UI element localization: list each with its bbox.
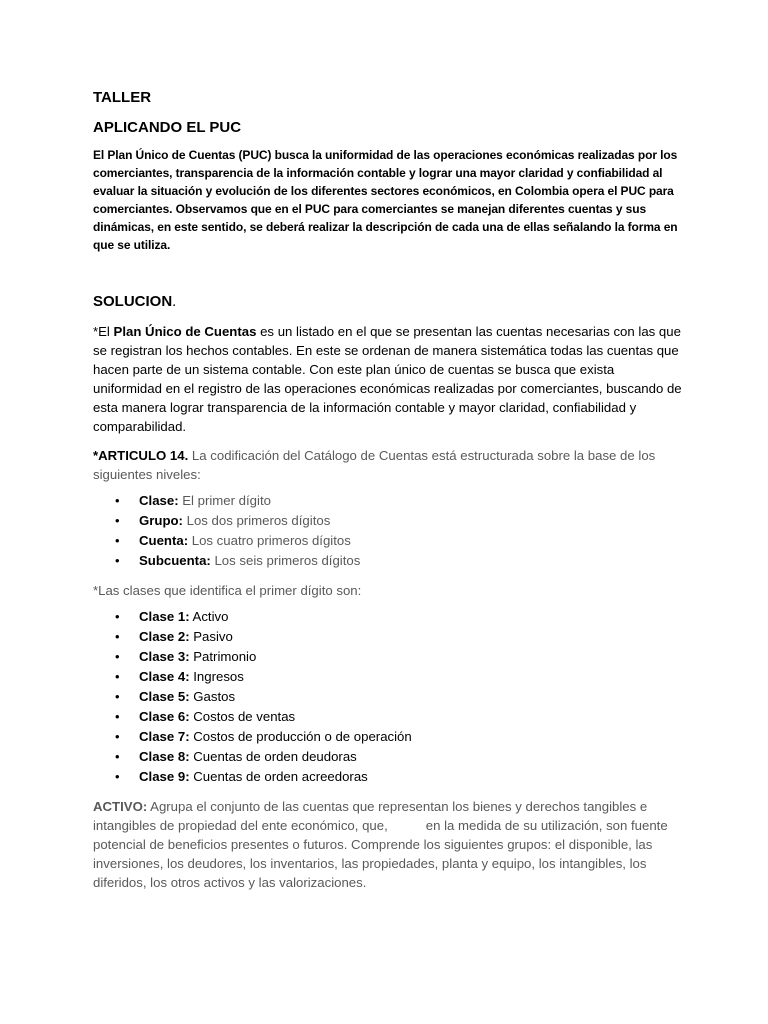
level-text: Los seis primeros dígitos bbox=[210, 553, 361, 568]
clase-text: Cuentas de orden deudoras bbox=[189, 749, 357, 764]
list-item bbox=[93, 551, 683, 571]
bullet-icon: • bbox=[115, 669, 120, 684]
list-item bbox=[93, 727, 683, 747]
list-item bbox=[93, 707, 683, 727]
list-item bbox=[93, 767, 683, 787]
clase-text: Cuentas de orden acreedoras bbox=[189, 769, 368, 784]
list-item bbox=[93, 491, 683, 511]
plan-description: es un listado en el que se presentan las cuentas necesarias con las que se registran los hechos contables. En este se ordenan de manera sistemática todas las cuentas que hacen parte de un sistema contable. Con este plan único de cuentas se busca que exista uniformidad en el registro de las operaciones económicas realizadas por comerciantes, buscando de esta manera lograr transparencia de la información contable y mayor claridad, confiabilidad y comparabilidad. bbox=[93, 324, 682, 434]
bullet-icon: • bbox=[115, 709, 120, 724]
intro-paragraph: El Plan Único de Cuentas (PUC) busca la uniformidad de las operaciones económicas realizadas por los comerciantes, transparencia de la información contable y lograr una mayor claridad y confiabilidad al evaluar la situación y evolución de los diferentes sectores económicos, en Colombia opera el PUC para comerciantes. Observamos que en el PUC para comerciantes se manejan diferentes cuentas y sus dinámicas, en este sentido, se deberá realizar la descripción de cada una de ellas señalando la forma en que se utiliza. bbox=[93, 148, 678, 252]
activo-text-part2: en la medida de su utilización, son fuente potencial de beneficios presentes o futuros. Comprende los siguientes grupos: el disponible, las inversiones, los deudores, los inventarios, las propiedades, planta y equipo, los intangibles, los diferidos, los otros activos y las valorizaciones. bbox=[93, 818, 668, 890]
clase-label: Clase 2: bbox=[139, 629, 190, 644]
level-label: Cuenta: bbox=[139, 533, 189, 548]
clase-label: Clase 1: bbox=[139, 609, 190, 624]
solucion-heading bbox=[93, 292, 683, 312]
list-item bbox=[93, 607, 683, 627]
plan-term: Plan Único de Cuentas bbox=[113, 324, 257, 339]
list-item bbox=[93, 647, 683, 667]
level-label: Grupo: bbox=[139, 513, 183, 528]
plan-definition-paragraph bbox=[93, 322, 683, 436]
level-text: Los dos primeros dígitos bbox=[182, 513, 331, 528]
clase-text: Patrimonio bbox=[189, 649, 257, 664]
clase-label: Clase 4: bbox=[139, 669, 190, 684]
clase-label: Clase 3: bbox=[139, 649, 190, 664]
list-item bbox=[93, 687, 683, 707]
bullet-icon: • bbox=[115, 769, 120, 784]
clase-label: Clase 6: bbox=[139, 709, 190, 724]
articulo-text: La codificación del Catálogo de Cuentas está estructurada sobre la base de los siguientes niveles: bbox=[93, 448, 656, 482]
activo-paragraph bbox=[93, 797, 683, 892]
clases-intro: *Las clases que identifica el primer dígito son: bbox=[93, 583, 362, 598]
clases-list bbox=[93, 607, 683, 787]
level-text: Los cuatro primeros dígitos bbox=[188, 533, 351, 548]
clase-text: Activo bbox=[189, 609, 229, 624]
bullet-icon: • bbox=[115, 609, 120, 624]
clase-label: Clase 9: bbox=[139, 769, 190, 784]
clase-label: Clase 8: bbox=[139, 749, 190, 764]
bullet-icon: • bbox=[115, 513, 120, 528]
bullet-icon: • bbox=[115, 629, 120, 644]
clase-label: Clase 5: bbox=[139, 689, 190, 704]
list-item bbox=[93, 667, 683, 687]
list-item bbox=[93, 627, 683, 647]
clase-label: Clase 7: bbox=[139, 729, 190, 744]
bullet-icon: • bbox=[115, 649, 120, 664]
bullet-icon: • bbox=[115, 533, 120, 548]
activo-text-part1: Agrupa el conjunto de las cuentas que representan los bienes y derechos tangibles e intangibles de propiedad del ente económico, que, bbox=[93, 799, 648, 833]
document-title: TALLER bbox=[93, 89, 152, 106]
articulo-label: *ARTICULO 14. bbox=[93, 448, 189, 463]
clase-text: Costos de producción o de operación bbox=[189, 729, 412, 744]
bullet-icon: • bbox=[115, 749, 120, 764]
clase-text: Gastos bbox=[189, 689, 236, 704]
bullet-icon: • bbox=[115, 729, 120, 744]
solucion-heading-text: SOLUCION bbox=[93, 293, 173, 310]
clase-text: Ingresos bbox=[189, 669, 244, 684]
levels-list bbox=[93, 491, 683, 571]
level-label: Clase: bbox=[139, 493, 179, 508]
list-item bbox=[93, 511, 683, 531]
plan-prefix: *El bbox=[93, 324, 114, 339]
bullet-icon: • bbox=[115, 493, 120, 508]
level-label: Subcuenta: bbox=[139, 553, 211, 568]
list-item bbox=[93, 747, 683, 767]
document-subtitle: APLICANDO EL PUC bbox=[93, 119, 242, 136]
bullet-icon: • bbox=[115, 553, 120, 568]
document-page bbox=[93, 88, 683, 892]
clase-text: Costos de ventas bbox=[189, 709, 296, 724]
articulo-paragraph bbox=[93, 446, 683, 484]
solucion-heading-dot: . bbox=[172, 293, 177, 310]
level-text: El primer dígito bbox=[178, 493, 271, 508]
activo-label: ACTIVO: bbox=[93, 799, 148, 814]
list-item bbox=[93, 531, 683, 551]
bullet-icon: • bbox=[115, 689, 120, 704]
clase-text: Pasivo bbox=[189, 629, 233, 644]
